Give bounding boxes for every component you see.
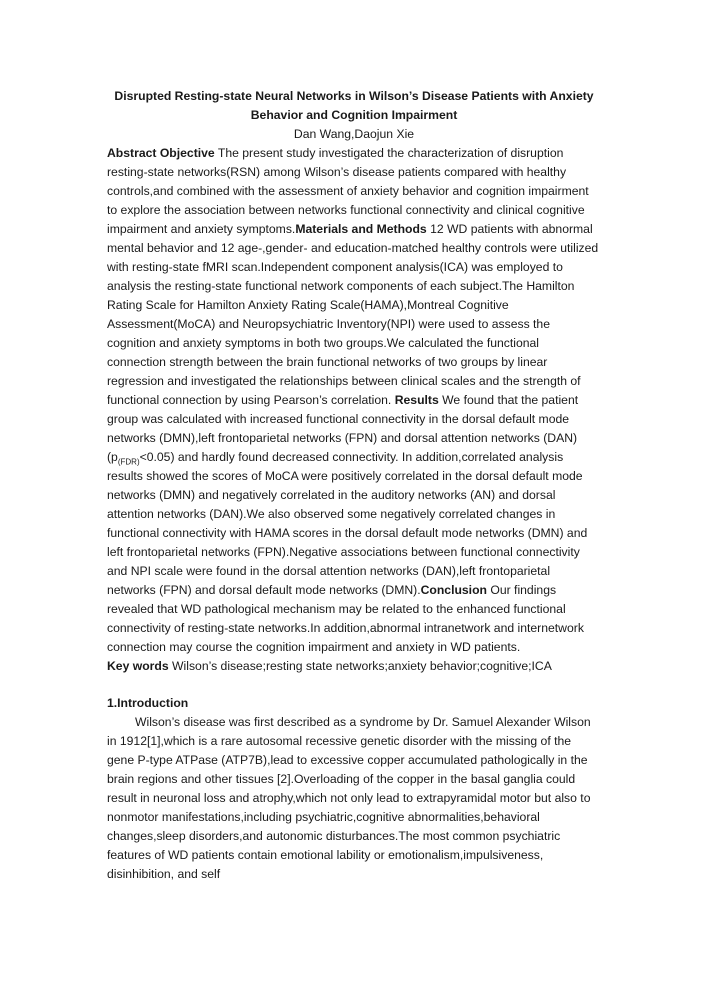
- paper-title: Disrupted Resting-state Neural Networks in Wilson’s Disease Patients with Anxiety Behavior and Cognition Impairment: [114, 89, 594, 122]
- abstract-objective-label: Abstract Objective: [107, 146, 215, 160]
- abstract-results-text-2: <0.05) and hardly found decreased connectivity. In addition,correlated analysis results showed the scores of MoCA were positively correlated in the dorsal default mode networks (DMN) and negatively correlated in the auditory networks (AN) and dorsal attention networks (DAN).We also observed some negatively correlated changes in functional connectivity with HAMA scores in the dorsal default mode networks (DMN) and left frontoparietal networks (FPN).Negative associations between functional connectivity and NPI scale were found in the dorsal attention networks (DAN),left frontoparietal networks (FPN) and dorsal default mode networks (DMN).: [107, 450, 588, 597]
- abstract-results-subscript: (FDR): [117, 457, 140, 467]
- introduction-heading: 1.Introduction: [107, 696, 189, 710]
- keywords-line: [107, 657, 601, 676]
- introduction-paragraph: Wilson’s disease was first described as a syndrome by Dr. Samuel Alexander Wilson in 1912[1],which is a rare autosomal recessive genetic disorder with the missing of the gene P-type ATPase (ATP7B),lead to excessive copper accumulated pathologically in the brain regions and other tissues [2].Overloading of the copper in the basal ganglia could result in neuronal loss and atrophy,which not only lead to extrapyramidal motor but also to nonmotor manifestations,including psychiatric,cognitive abnormalities,behavioral changes,sleep disorders,and autonomic disturbances.The most common psychiatric features of WD patients contain emotional lability or emotionalism,impulsiveness, disinhibition, and self: [107, 715, 591, 881]
- paper-page: [107, 87, 601, 884]
- abstract-methods-text: 12 WD patients with abnormal mental behavior and 12 age-,gender- and education-matched healthy controls were utilized with resting-state fMRI scan.Independent component analysis(ICA) was employed to analysis the resting-state functional network components of each subject.The Hamilton Rating Scale for Hamilton Anxiety Rating Scale(HAMA),Montreal Cognitive Assessment(MoCA) and Neuropsychiatric Inventory(NPI) were used to assess the cognition and anxiety symptoms in both two groups.We calculated the functional connection strength between the brain functional networks of two groups by linear regression and investigated the relationships between clinical scales and the strength of functional connection by using Pearson’s correlation.: [107, 222, 599, 407]
- abstract-objective-text: The present study investigated the characterization of disruption resting-state networks(RSN) among Wilson’s disease patients compared with healthy controls,and combined with the assessment of anxiety behavior and cognition impairment to explore the association between networks functional connectivity and clinical cognitive impairment and anxiety symptoms.: [107, 146, 589, 236]
- abstract-paragraph: [107, 144, 601, 657]
- keywords-label: Key words: [107, 659, 169, 673]
- abstract-methods-label: Materials and Methods: [295, 222, 427, 236]
- author-list: Dan Wang,Daojun Xie: [293, 127, 415, 141]
- abstract-results-text-1: We found that the patient group was calculated with increased functional connectivity in the dorsal default mode networks (DMN),left frontoparietal networks (FPN) and dorsal attention networks (DAN) (p: [107, 393, 579, 464]
- keywords-text: Wilson’s disease;resting state networks;anxiety behavior;cognitive;ICA: [168, 659, 552, 673]
- abstract-conclusion-text: Our findings revealed that WD pathological mechanism may be related to the enhanced functional connectivity of resting-state networks.In addition,abnormal intranetwork and internetwork connection may course the cognition impairment and anxiety in WD patients.: [107, 583, 584, 654]
- abstract-conclusion-label: Conclusion: [420, 583, 487, 597]
- abstract-results-label: Results: [394, 393, 439, 407]
